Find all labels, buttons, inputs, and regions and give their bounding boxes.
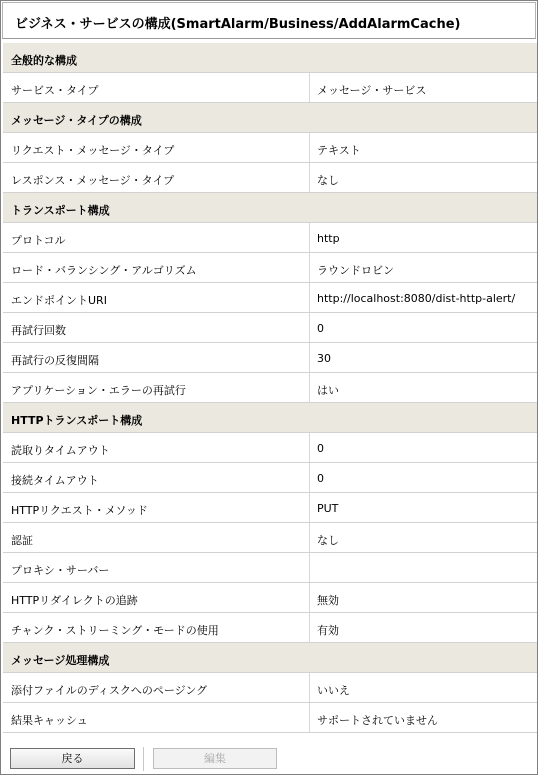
table-row (3, 463, 537, 493)
table-row (3, 163, 537, 193)
column-divider (309, 373, 310, 402)
table-row (3, 433, 537, 463)
row-label: 結果キャッシュ (11, 714, 88, 727)
table-row (3, 133, 537, 163)
section-header: HTTPトランスポート構成 (3, 403, 537, 433)
table-row (3, 223, 537, 253)
row-label: ロード・バランシング・アルゴリズム (11, 264, 197, 277)
table-row (3, 673, 537, 703)
table-row (3, 553, 537, 583)
table-row (3, 343, 537, 373)
column-divider (309, 433, 310, 462)
column-divider (309, 523, 310, 552)
table-row (3, 703, 537, 733)
row-label: 添付ファイルのディスクへのページング (11, 684, 208, 697)
row-value: PUT (317, 502, 339, 515)
row-label: HTTPリダイレクトの追跡 (11, 594, 138, 607)
row-value: 30 (317, 352, 331, 365)
row-label: エンドポイントURI (11, 294, 107, 307)
row-label: 読取りタイムアウト (11, 444, 110, 457)
row-value: テキスト (317, 144, 361, 157)
section-header: トランスポート構成 (3, 193, 537, 223)
table-row (3, 73, 537, 103)
row-value: 無効 (317, 594, 339, 607)
column-divider (309, 133, 310, 162)
column-divider (309, 703, 310, 732)
row-value: 0 (317, 322, 324, 335)
row-label: プロトコル (11, 234, 66, 247)
column-divider (309, 73, 310, 102)
table-row (3, 523, 537, 553)
column-divider (309, 163, 310, 192)
row-label: HTTPリクエスト・メソッド (11, 504, 148, 517)
column-divider (309, 673, 310, 702)
footer-toolbar (1, 743, 537, 775)
row-value: サポートされていません (317, 714, 438, 727)
row-label: 接続タイムアウト (11, 474, 99, 487)
row-value: 0 (317, 472, 324, 485)
table-row (3, 313, 537, 343)
row-label: リクエスト・メッセージ・タイプ (11, 144, 175, 157)
column-divider (309, 223, 310, 252)
row-value: はい (317, 384, 339, 397)
section-header: メッセージ・タイプの構成 (3, 103, 537, 133)
edit-button: 編集 (153, 748, 277, 769)
column-divider (309, 613, 310, 642)
row-value: 有効 (317, 624, 339, 637)
row-label: 認証 (11, 534, 33, 547)
row-value: 0 (317, 442, 324, 455)
row-value: なし (317, 534, 339, 547)
column-divider (309, 313, 310, 342)
column-divider (309, 343, 310, 372)
table-row (3, 253, 537, 283)
row-label: アプリケーション・エラーの再試行 (11, 384, 186, 397)
table-row (3, 583, 537, 613)
section-header: メッセージ処理構成 (3, 643, 537, 673)
column-divider (309, 493, 310, 522)
row-label: レスポンス・メッセージ・タイプ (11, 174, 175, 187)
column-divider (309, 253, 310, 282)
row-label: プロキシ・サーバー (11, 564, 110, 577)
row-value: http://localhost:8080/dist-http-alert/ (317, 292, 516, 305)
toolbar-divider (143, 747, 144, 771)
row-label: 再試行回数 (11, 324, 66, 337)
row-value: メッセージ・サービス (317, 84, 427, 97)
row-label: チャンク・ストリーミング・モードの使用 (11, 624, 219, 637)
row-value: ラウンドロビン (317, 264, 394, 277)
row-value: いいえ (317, 684, 350, 697)
table-row (3, 373, 537, 403)
config-table (3, 43, 537, 733)
row-label: 再試行の反復間隔 (11, 354, 99, 367)
column-divider (309, 553, 310, 582)
table-row (3, 613, 537, 643)
table-row (3, 493, 537, 523)
table-row (3, 283, 537, 313)
row-value: なし (317, 174, 339, 187)
section-header: 全般的な構成 (3, 43, 537, 73)
row-value: http (317, 232, 340, 245)
page-title: ビジネス・サービスの構成(SmartAlarm/Business/AddAlarmCache) (2, 2, 536, 39)
column-divider (309, 283, 310, 312)
column-divider (309, 463, 310, 492)
back-button[interactable]: 戻る (10, 748, 135, 769)
row-label: サービス・タイプ (11, 84, 99, 97)
column-divider (309, 583, 310, 612)
